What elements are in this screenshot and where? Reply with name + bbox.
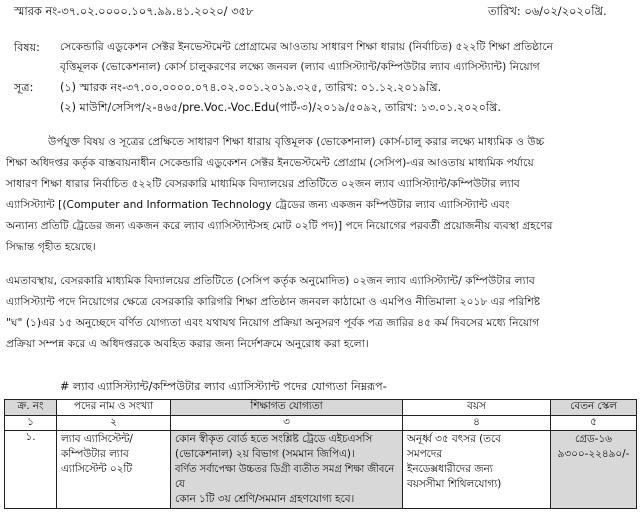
qualification-table xyxy=(4,399,637,509)
header-post: পদের নাম ও সংখ্যা xyxy=(57,400,171,416)
reference-label: সূত্র: xyxy=(14,81,34,94)
memo-date: তারিখ: ০৬/০২/২০২০খ্রি. xyxy=(488,4,607,18)
scale-range: ৯৩০০-২২৪৯০/- xyxy=(557,448,630,460)
table-intro: # ল্যাব এ্যাসিস্ট্যান্ট/কম্পিউটার ল্যাব এ্যাসিস্ট্যান্ট পদের যোগ্যতা নিম্নরূপ- xyxy=(60,380,387,393)
col-number-3: ৩ xyxy=(171,416,403,431)
row-scale xyxy=(551,431,637,509)
table-row xyxy=(5,431,637,509)
qualification-line: কোন স্বীকৃত বোর্ড হতে সংশ্লিষ্ট ট্রেডে এইচএসসি xyxy=(175,433,373,445)
qualification-line: কোন ১টি ৩য় শ্রেণি/সমমান গ্রহণযোগ্য হবে। xyxy=(175,493,355,505)
age-line: সমপদের xyxy=(407,448,443,460)
subject-line-1: সেকেন্ডারি এডুকেশন সেক্টর ইনভেস্টমেন্ট প্রোগ্রামের আওতায় সাধারণ শিক্ষা ধারায় (নির্বাচিত) ৫২২টি শিক্ষা প্রতিষ্ঠানে xyxy=(60,40,554,53)
para1-line-1: উর্পযুক্ত বিষয় ও সূত্রের প্রেক্ষিতে সাধারণ শিক্ষা ধারায় বৃত্তিমূলক (ভোকেশনাল) কোর্স-চালু করার লক্ষ্যে মাধ্যমিক ও উচ্চ xyxy=(48,135,545,148)
para1-line-4: এ্যাসিস্ট্যান্ট [(Computer and Information Technology ট্রেডের জন্য একজন কম্পিউটার ল্যাব এ্যাসিস্ট্যান্ট এবং xyxy=(6,198,510,211)
post-line: ল্যাব এ্যাসিস্টেন্ট/ xyxy=(61,433,133,445)
para2-line-2: এ্যাসিস্ট্যান্ট পদে নিয়োগের ক্ষেত্রে বেসরকারি কারিগরি শিক্ষা প্রতিষ্ঠান জনবল কাঠামো ও এমপিও নীতিমালা ২০১৮ এর পরিশিষ্ট xyxy=(6,295,541,308)
col-number-4: ৪ xyxy=(403,416,551,431)
col-number-2: ২ xyxy=(57,416,171,431)
subject-label: বিষয়: xyxy=(14,41,40,54)
qualification-line: বর্ণিত সর্বাপেক্ষা উচ্চতর ডিগ্রী ব্যতীত সমগ্র শিক্ষা জীবনে যে xyxy=(175,464,395,490)
age-line: অনূর্ধ্ব ৩৫ বৎসর (তবে xyxy=(407,433,501,445)
col-number-1: ১ xyxy=(5,416,57,431)
para1-line-3: সাধারণ শিক্ষা ধারার নির্বাচিত ৫২২টি বেসরকারি মাধ্যমিক বিদ্যালয়ের প্রতিটিতে ০২জন ল্যাব এ্যাসিস্ট্যান্ট/কম্পিউটার ল্যাব xyxy=(6,177,520,190)
row-qualification xyxy=(171,431,403,509)
reference-2: (২) মাউশি/সেসিপ/২-৪৬৫/pre.Voc.-Voc.Edu(পার্ট-৩)/২০১৯/৫০৯২, তারিখ: ১৩.০১.২০২০খ্রি. xyxy=(60,101,502,114)
header-qualification: শিক্ষাগত যোগ্যতা xyxy=(171,400,403,416)
scale-grade: গ্রেড-১৬ xyxy=(575,433,612,445)
table-number-row xyxy=(5,416,637,431)
row-post xyxy=(57,431,171,509)
para2-line-1: এমতাবস্থায়, বেসরকারি মাধ্যমিক বিদ্যালয়ের প্রতিটিতে (সেসিপ কর্তৃক অনুমোদিত) ০২জন ল্যাব এ্যাসিস্ট্যান্ট/ কম্পিউটার ল্যাব xyxy=(6,274,535,287)
post-line: কম্পিউটার ল্যাব xyxy=(61,448,129,460)
para1-line-6: সিদ্ধান্ত গৃহীত হয়েছে। xyxy=(6,240,96,253)
subject-line-2: বৃত্তিমূলক (ভোকেশনাল) কোর্স চালুকরণের লক্ষ্যে জনবল (ল্যাব এ্যাসিস্ট্যান্ট/কম্পিউটার ল্যাব এ্যাসিস্ট্যান্ট) নিয়োগ xyxy=(60,60,540,73)
reference-1: (১) স্মারক নং-৩৭.০০.০০০০.০৭৪.০২.০০১.২০১৯.৩২৫, তারিখ: ০১.১২.২০১৯খ্রি. xyxy=(60,81,442,94)
age-line: ইনডেক্সধারীদের জন্য xyxy=(407,463,493,475)
row-serial: ১. xyxy=(5,431,57,509)
table-header-row xyxy=(5,400,637,416)
age-line: বয়সসীমা শিথিলযোগ্য) xyxy=(407,478,502,490)
header-scale: বেতন স্কেল xyxy=(551,400,637,416)
para1-line-5: অন্যান্য প্রতিটি ট্রেডের জন্য একজন করে ল্যাব এ্যাসিস্ট্যান্টসহ মোট ০২টি পদ)] পদে নিয়োগের পরবর্তী প্রয়োজনীয় ব্যবস্থা গ্রহণের xyxy=(6,219,553,232)
col-number-5: ৫ xyxy=(551,416,637,431)
para1-line-2: শিক্ষা অধিদপ্তর কর্তৃক বাস্তবায়নাধীন সেকেন্ডারি এডুকেশন সেক্টর ইনভেস্টমেন্ট প্রোগ্রাম (সেসিপ)-এর আওতায় মাধ্যমিক পর্যায়ে xyxy=(6,156,534,169)
para2-line-3: "ঘ" (১)এর ১৫ অনুচ্ছেদে বর্ণিত যোগ্যতা এবং যথাযথ নিয়োগ প্রক্রিয়া অনুসরণ পূর্বক পত্র জারির ৪৫ কর্ম দিবসের মধ্যে নিয়োগ xyxy=(6,316,540,329)
para2-line-4: প্রক্রিয়া সম্পন্ন করে এ অধিদপ্তরকে অবহিত করার জন্য নির্দেশক্রমে অনুরোধ করা হলো। xyxy=(6,337,369,350)
row-age xyxy=(403,431,551,509)
header-age: বয়স xyxy=(403,400,551,416)
qualification-line: (ভোকেশনাল) ২য় বিভাগ (সমমান জিপিএ)। xyxy=(175,448,355,460)
post-line: এ্যাসিস্টেন্ট ০২টি xyxy=(61,463,132,475)
memo-number: স্মারক নং-৩৭.০২.০০০০.১০৭.৯৯.৪১.২০২০/ ৩৫৮ xyxy=(14,4,254,18)
header-serial: ক্র. নং xyxy=(5,400,57,416)
